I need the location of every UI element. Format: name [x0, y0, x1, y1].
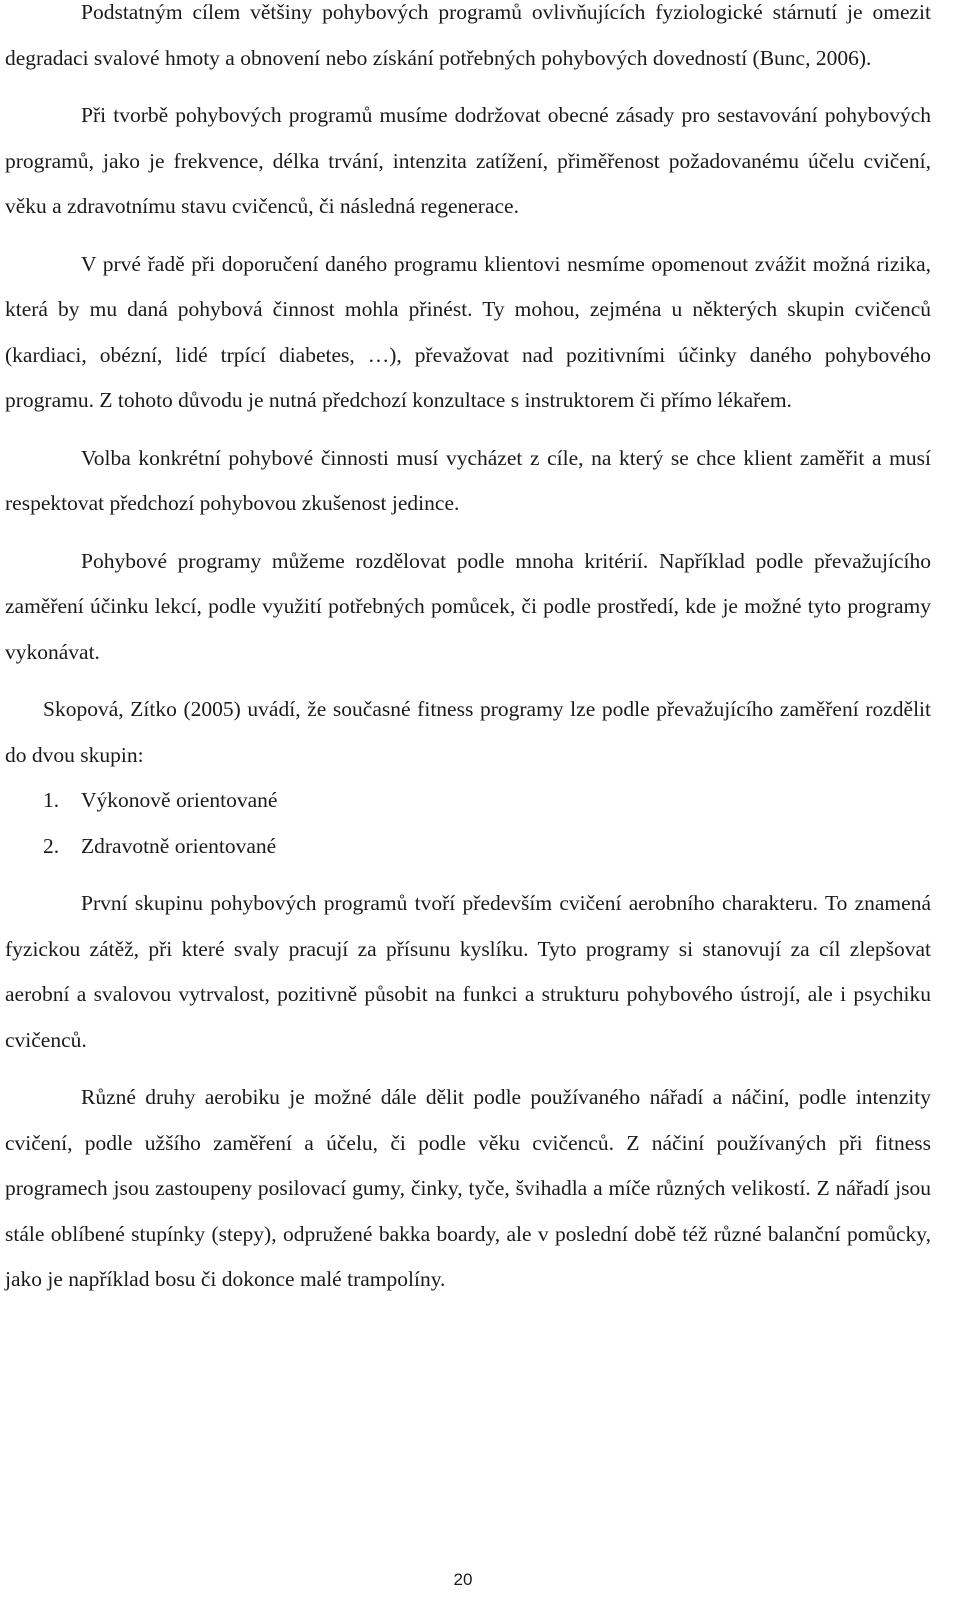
paragraph-list-intro: Skopová, Zítko (2005) uvádí, že současné fitness programy lze podle převažujícího zaměření rozdělit do dvou skupin: [5, 697, 931, 767]
paragraph-aerobic: První skupinu pohybových programů tvoří především cvičení aerobního charakteru. To znamená fyzickou zátěž, při které svaly pracují za přísunu kyslíku. Tyto programy si stanovují za cíl zlepšovat aerobní a svalovou vytrvalost, pozitivně působit na funkci a strukturu pohybového ústrojí, ale i psychiku cvičenců. [5, 891, 931, 1052]
page-number: 20 [453, 1570, 473, 1589]
list-item [5, 778, 931, 824]
paragraph-aerobics-types: Různé druhy aerobiku je možné dále dělit podle používaného nářadí a náčiní, podle intenzity cvičení, podle užšího zaměření a účelu, či podle věku cvičenců. Z náčiní používaných při fitness programech jsou zastoupeny posilovací gumy, činky, tyče, švihadla a míče různých velikostí. Z nářadí jsou stále oblíbené stupínky (stepy), odpružené bakka boardy, ale v poslední době též různé balanční pomůcky, jako je například bosu či dokonce malé trampolíny. [5, 1085, 931, 1291]
paragraph-choice: Volba konkrétní pohybové činnosti musí vycházet z cíle, na který se chce klient zaměřit a musí respektovat předchozí pohybovou zkušenost jedince. [5, 445, 931, 515]
list-item-number: 2. [43, 833, 60, 858]
paragraph-principles: Při tvorbě pohybových programů musíme dodržovat obecné zásady pro sestavování pohybových programů, jako je frekvence, délka trvání, intenzita zatížení, přiměřenost požadovanému účelu cvičení, věku a zdravotnímu stavu cvičenců, či následná regenerace. [5, 103, 931, 218]
paragraph-intro: Podstatným cílem většiny pohybových programů ovlivňujících fyziologické stárnutí je omezit degradaci svalové hmoty a obnovení nebo získání potřebných pohybových dovedností (Bunc, 2006). [5, 0, 931, 70]
document-page [5, 0, 931, 1610]
list-item [5, 824, 931, 870]
paragraph-criteria: Pohybové programy můžeme rozdělovat podle mnoha kritérií. Například podle převažujícího zaměření účinku lekcí, podle využití potřebných pomůcek, či podle prostředí, kde je možné tyto programy vykonávat. [5, 548, 931, 664]
paragraph-risks: V prvé řadě při doporučení daného programu klientovi nesmíme opomenout zvážit možná rizika, která by mu daná pohybová činnost mohla přinést. Ty mohou, zejména u některých skupin cvičenců (kardiaci, obézní, lidé trpící diabetes, …), převažovat nad pozitivními účinky daného pohybového programu. Z tohoto důvodu je nutná předchozí konzultace s instruktorem či přímo lékařem. [5, 251, 931, 412]
list-item-text: Zdravotně orientované [81, 833, 277, 858]
list-item-text: Výkonově orientované [81, 788, 278, 812]
program-type-list [5, 778, 931, 869]
list-item-number: 1. [43, 788, 60, 812]
